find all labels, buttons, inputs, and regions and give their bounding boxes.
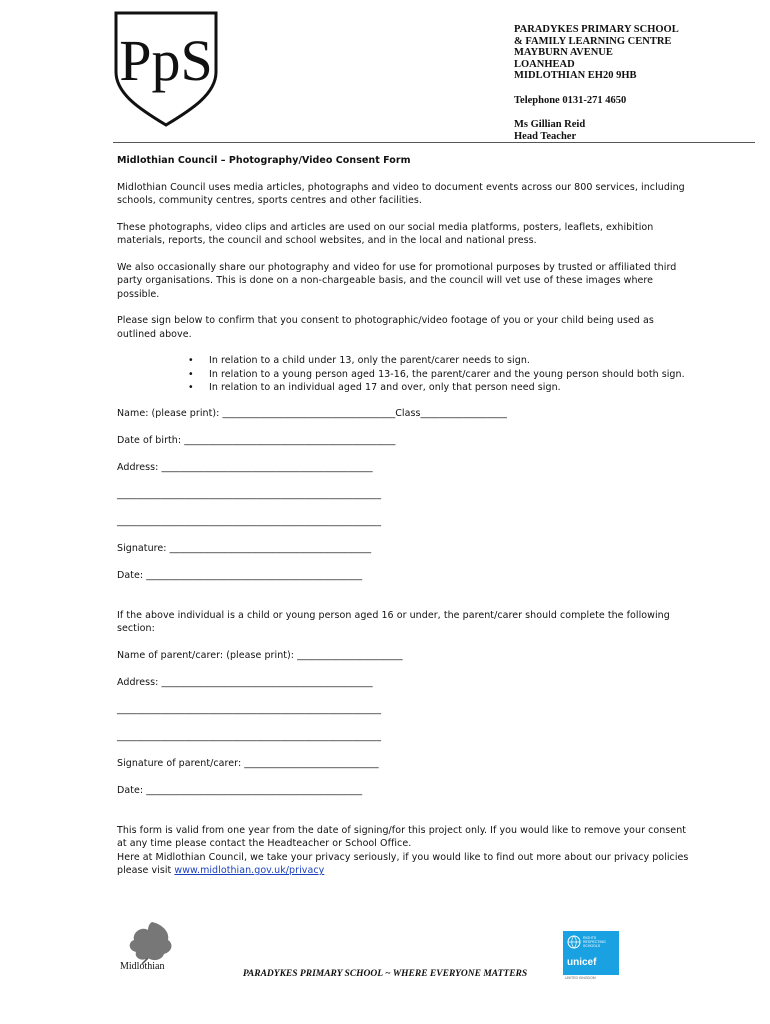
- address-field[interactable]: Address: ____________________________________________: [117, 461, 373, 473]
- address-line-field[interactable]: _______________________________________________________: [117, 488, 381, 500]
- intro-paragraph-2: These photographs, video clips and articles are used on our social media platforms, posters, leaflets, exhibition materials, reports, the council and school websites, and in the local and national press.: [117, 221, 654, 246]
- date-of-birth-field[interactable]: Date of birth: ____________________________________________: [117, 434, 396, 446]
- parent-section-intro: If the above individual is a child or young person aged 16 or under, the parent/carer should complete the following section:: [117, 609, 670, 634]
- privacy-note: [117, 851, 692, 878]
- head-teacher-name: Ms Gillian Reid: [514, 119, 586, 130]
- name-field[interactable]: Name: (please print): ____________________________________Class__________________: [117, 407, 507, 419]
- address-line-4: LOANHEAD: [514, 58, 575, 70]
- parent-signature-field[interactable]: Signature of parent/carer: ____________________________: [117, 757, 379, 769]
- form-title: Midlothian Council – Photography/Video Consent Form: [117, 155, 411, 166]
- parent-date-field[interactable]: Date: _____________________________________________: [117, 784, 363, 796]
- privacy-text: Here at Midlothian Council, we take your privacy seriously, if you would like to find out more about our privacy policies please visit: [117, 851, 689, 876]
- midlothian-logo-text: Midlothian: [120, 961, 165, 972]
- parent-address-field[interactable]: Address: ____________________________________________: [117, 676, 373, 688]
- signature-field[interactable]: Signature: __________________________________________: [117, 542, 372, 554]
- header-divider: [113, 142, 755, 143]
- privacy-link[interactable]: www.midlothian.gov.uk/privacy: [174, 865, 325, 876]
- school-address-block: [514, 24, 754, 142]
- validity-note: This form is valid from one year from the date of signing/for this project only. If you would like to remove your consent at any time please contact the Headteacher or School Office.: [117, 824, 687, 849]
- address-line-3: MAYBURN AVENUE: [514, 47, 613, 58]
- signing-rule: • In relation to a child under 13, only the parent/carer needs to sign.: [209, 354, 692, 368]
- head-teacher-title: Head Teacher: [514, 130, 577, 142]
- unicef-brand: unicef: [567, 957, 597, 968]
- unicef-country: UNITED KINGDOM: [565, 976, 596, 980]
- consent-form: [117, 154, 692, 878]
- parent-name-field[interactable]: Name of parent/carer: (please print): ______________________: [117, 649, 403, 661]
- section-gap: [117, 596, 692, 609]
- address-line-2: & FAMILY LEARNING CENTRE: [514, 35, 672, 47]
- footer-tagline: PARADYKES PRIMARY SCHOOL ~ WHERE EVERYONE MATTERS: [242, 969, 528, 979]
- intro-paragraph-1: Midlothian Council uses media articles, photographs and video to document events across our 800 services, including schools, community centres, sports centres and other facilities.: [117, 181, 685, 206]
- address-line-5: MIDLOTHIAN EH20 9HB: [514, 70, 637, 81]
- school-logo-letters: PpS: [119, 28, 213, 93]
- intro-paragraph-3: We also occasionally share our photography and video for use for promotional purposes by trusted or affiliated third party organisations. This is done on a non-chargeable basis, and the council will vet use of these images where possible.: [117, 261, 677, 300]
- address-line-field[interactable]: _______________________________________________________: [117, 515, 381, 527]
- signing-rules-list: [117, 354, 692, 395]
- parent-address-line-field[interactable]: _______________________________________________________: [117, 730, 381, 742]
- telephone: Telephone 0131-271 4650: [514, 94, 627, 106]
- school-shield-logo: [113, 10, 219, 128]
- section-gap: [117, 811, 692, 824]
- intro-paragraph-4: Please sign below to confirm that you consent to photographic/video footage of you or your child being used as outlined above.: [117, 315, 654, 340]
- signing-rule: • In relation to an individual aged 17 and over, only that person need sign.: [209, 381, 692, 395]
- date-field[interactable]: Date: _____________________________________________: [117, 569, 363, 581]
- address-line-1: PARADYKES PRIMARY SCHOOL: [514, 24, 679, 35]
- parent-address-line-field[interactable]: _______________________________________________________: [117, 703, 381, 715]
- signing-rule: • In relation to a young person aged 13-16, the parent/carer and the young person should both sign.: [209, 368, 692, 382]
- globe-icon: [567, 935, 581, 949]
- unicef-badge-caption: RIGHTS RESPECTING SCHOOLS: [583, 936, 606, 948]
